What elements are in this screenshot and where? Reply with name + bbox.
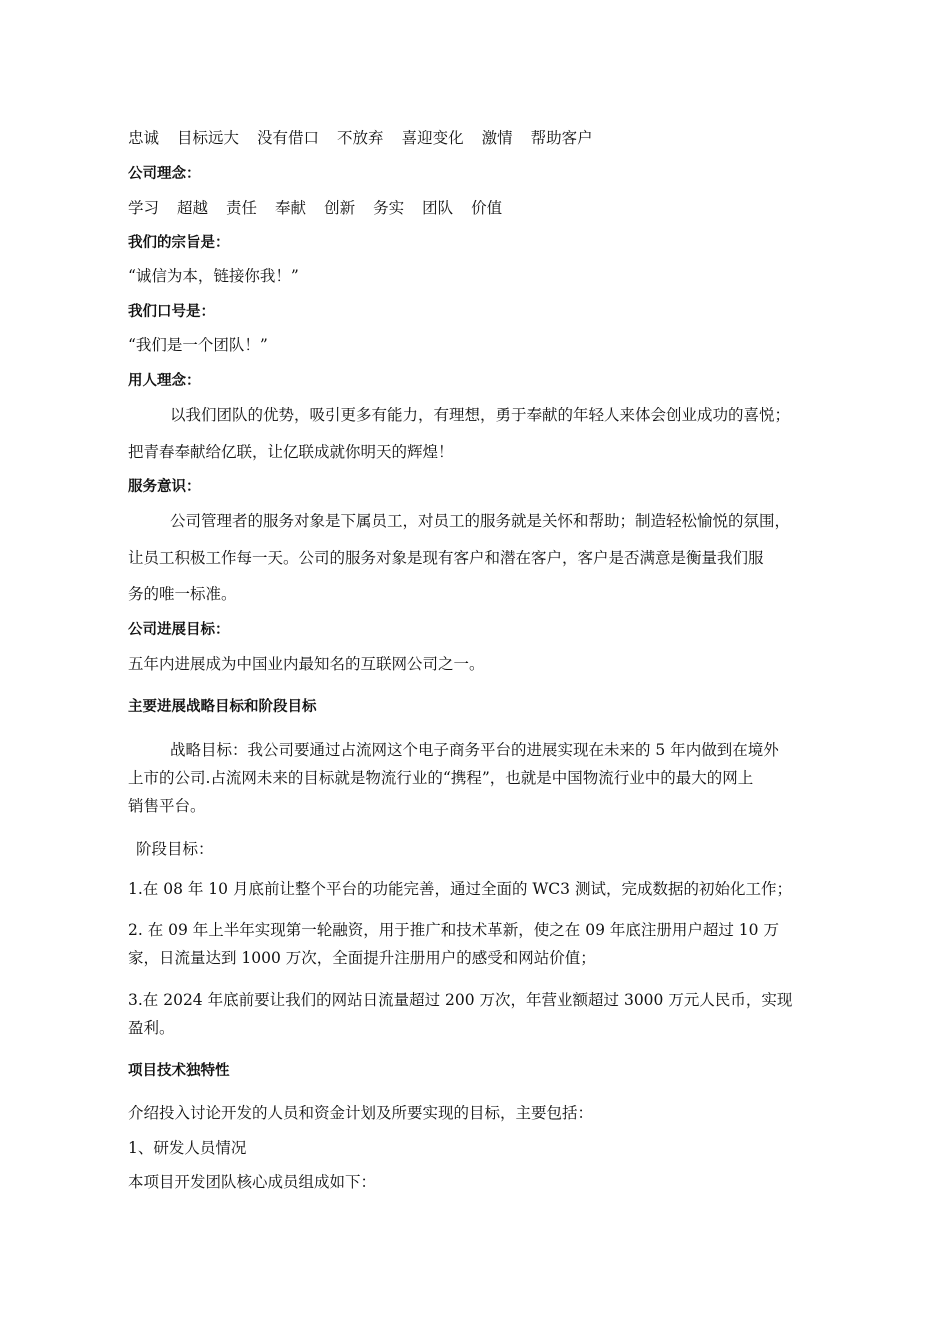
hr-heading: 用人理念： — [128, 373, 201, 389]
philosophy-item: 团队 — [422, 199, 454, 217]
service-line: 公司管理者的服务对象是下属员工，对员工的服务就是关怀和帮助；制造轻松愉悦的氛围， — [170, 512, 791, 530]
philosophy-item: 学习 — [128, 199, 160, 217]
slogan-heading: 我们口号是： — [128, 304, 215, 320]
strategy-line: 销售平台。 — [128, 797, 206, 815]
philosophy-item: 超越 — [177, 199, 209, 217]
strategy-heading: 主要进展战略目标和阶段目标 — [128, 699, 317, 715]
philosophy-item: 奉献 — [275, 199, 307, 217]
stage-goal-3: 3.在 2024 年底前要让我们的网站日流量超过 200 万次，年营业额超过 3000 万元人民币，实现 — [128, 991, 793, 1009]
goal-text: 五年内进展成为中国业内最知名的互联网公司之一。 — [128, 655, 485, 673]
purpose-text: “诚信为本，链接你我！” — [128, 267, 299, 285]
strategy-line: 战略目标：我公司要通过占流网这个电子商务平台的进展实现在未来的 5 年内做到在境外 — [170, 741, 779, 759]
service-heading: 服务意识： — [128, 479, 201, 495]
service-line: 让员工积极工作每一天。公司的服务对象是现有客户和潜在客户，客户是否满意是衡量我们服 — [128, 549, 764, 567]
hr-line: 把青春奉献给亿联，让亿联成就你明天的辉煌！ — [128, 443, 454, 461]
value-item: 帮助客户 — [530, 129, 593, 147]
stage-goal-2: 2. 在 09 年上半年实现第一轮融资，用于推广和技术革新，使之在 09 年底注册用户超过 10 万 — [128, 921, 779, 939]
tech-heading: 项目技术独特性 — [128, 1063, 230, 1079]
stage-heading: 阶段目标： — [136, 840, 214, 858]
tech-intro: 介绍投入讨论开发的人员和资金计划及所要实现的目标，主要包括： — [128, 1104, 594, 1122]
strategy-line: 上市的公司.占流网未来的目标就是物流行业的“携程”，也就是中国物流行业中的最大的网上 — [128, 769, 754, 787]
rd-heading: 1、研发人员情况 — [128, 1139, 247, 1157]
philosophy-heading: 公司理念： — [128, 166, 201, 182]
hr-line: 以我们团队的优势，吸引更多有能力，有理想，勇于奉献的年轻人来体会创业成功的喜悦； — [170, 406, 791, 424]
philosophy-item: 务实 — [373, 199, 405, 217]
value-item: 没有借口 — [257, 129, 320, 147]
value-item: 不放弃 — [337, 129, 384, 147]
philosophy-row — [128, 198, 502, 218]
value-item: 激情 — [481, 129, 513, 147]
value-item: 喜迎变化 — [401, 129, 464, 147]
purpose-heading: 我们的宗旨是： — [128, 235, 230, 251]
rd-text: 本项目开发团队核心成员组成如下： — [128, 1173, 377, 1191]
philosophy-item: 创新 — [324, 199, 356, 217]
stage-goal-1: 1.在 08 年 10 月底前让整个平台的功能完善，通过全面的 WC3 测试，完成数据的初始化工作； — [128, 880, 792, 898]
values-row — [128, 128, 593, 148]
value-item: 忠诚 — [128, 129, 160, 147]
value-item: 目标远大 — [177, 129, 240, 147]
slogan-text: “我们是一个团队！” — [128, 336, 268, 354]
stage-goal-2-cont: 家，日流量达到 1000 万次，全面提升注册用户的感受和网站价值； — [128, 949, 596, 967]
goal-heading: 公司进展目标： — [128, 622, 230, 638]
service-line: 务的唯一标准。 — [128, 585, 237, 603]
stage-goal-3-cont: 盈利。 — [128, 1019, 175, 1037]
philosophy-item: 价值 — [471, 199, 503, 217]
philosophy-item: 责任 — [226, 199, 258, 217]
